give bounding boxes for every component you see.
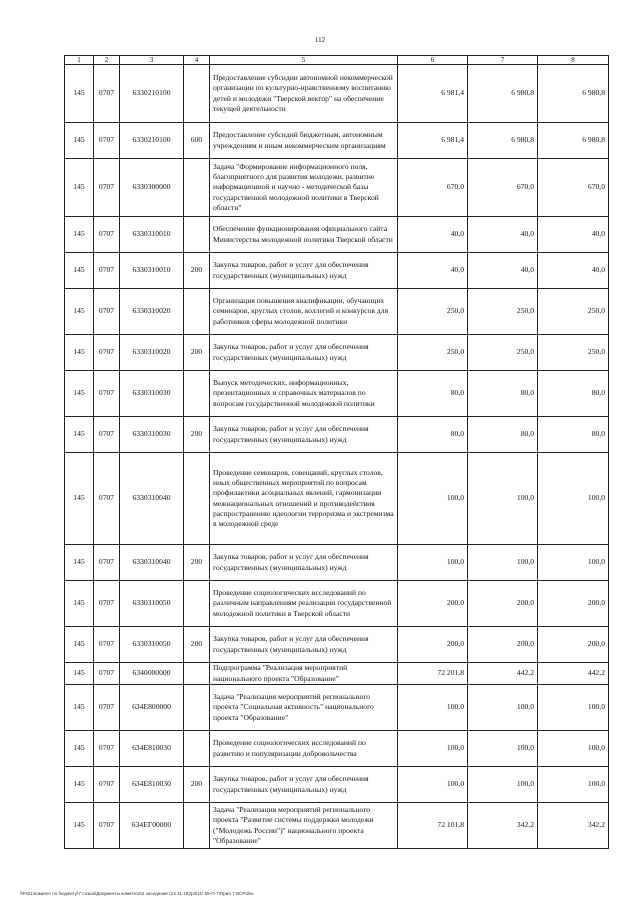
cell-amount-year2: 6 980,8 — [468, 123, 538, 159]
table-row — [65, 159, 609, 217]
cell-amount-year1: 100,0 — [398, 453, 468, 545]
table-row — [65, 685, 609, 731]
cell-section-code: 0707 — [94, 371, 120, 417]
table-row — [65, 453, 609, 545]
header-col-7: 7 — [468, 56, 538, 65]
cell-expense-type: 200 — [184, 545, 210, 581]
table-row — [65, 803, 609, 849]
cell-section-code: 0707 — [94, 731, 120, 767]
cell-amount-year3: 100,0 — [538, 685, 609, 731]
cell-admin-code: 145 — [65, 335, 94, 371]
cell-amount-year1: 100,0 — [398, 731, 468, 767]
cell-section-code: 0707 — [94, 627, 120, 663]
cell-amount-year2: 250,0 — [468, 335, 538, 371]
cell-expense-type: 200 — [184, 767, 210, 803]
cell-admin-code: 145 — [65, 731, 94, 767]
cell-section-code: 0707 — [94, 767, 120, 803]
table-row — [65, 289, 609, 335]
cell-amount-year3: 100,0 — [538, 545, 609, 581]
cell-admin-code: 145 — [65, 545, 94, 581]
cell-amount-year3: 200,0 — [538, 627, 609, 663]
cell-admin-code: 145 — [65, 627, 94, 663]
cell-section-code: 0707 — [94, 335, 120, 371]
cell-target-article: 6330310030 — [120, 371, 184, 417]
cell-expense-type — [184, 581, 210, 627]
cell-amount-year2: 40,0 — [468, 217, 538, 253]
header-col-8: 8 — [538, 56, 609, 65]
cell-section-code: 0707 — [94, 545, 120, 581]
cell-amount-year3: 100,0 — [538, 453, 609, 545]
cell-expense-type — [184, 65, 210, 123]
table-row — [65, 417, 609, 453]
cell-admin-code: 145 — [65, 123, 94, 159]
cell-amount-year2: 80,0 — [468, 417, 538, 453]
cell-target-article: 6330310020 — [120, 289, 184, 335]
cell-target-article: 634E800000 — [120, 685, 184, 731]
cell-admin-code: 145 — [65, 803, 94, 849]
cell-amount-year3: 6 980,8 — [538, 123, 609, 159]
header-col-1: 1 — [65, 56, 94, 65]
cell-target-article: 6330310040 — [120, 453, 184, 545]
cell-amount-year3: 80,0 — [538, 371, 609, 417]
table-row — [65, 65, 609, 123]
file-path-footer: \\Fs01\комитет по бюджету\7 созыв\Документы комитета\2 заседание (12.11.19)\pril11\ 65-П-7\Прил 7 ВСР.xlsx — [20, 891, 254, 896]
cell-section-code: 0707 — [94, 581, 120, 627]
cell-amount-year1: 72 201,8 — [398, 663, 468, 685]
cell-target-article: 6330310030 — [120, 417, 184, 453]
cell-description: Закупка товаров, работ и услуг для обеспечения государственных (муниципальных) нужд — [210, 545, 398, 581]
cell-description: Проведение социологических исследований по развитию и популяризации добровольчества — [210, 731, 398, 767]
cell-description: Организация повышения квалификации, обучающих семинаров, круглых столов, коллегий и конкурсов для работников сферы молодежной политики — [210, 289, 398, 335]
cell-expense-type — [184, 371, 210, 417]
cell-target-article: 6330310010 — [120, 253, 184, 289]
table-row — [65, 731, 609, 767]
cell-section-code: 0707 — [94, 253, 120, 289]
cell-amount-year1: 250,0 — [398, 335, 468, 371]
cell-admin-code: 145 — [65, 371, 94, 417]
cell-section-code: 0707 — [94, 663, 120, 685]
table-row — [65, 581, 609, 627]
cell-description: Подпрограмма "Реализация мероприятий национального проекта "Образование" — [210, 663, 398, 685]
cell-amount-year2: 250,0 — [468, 289, 538, 335]
cell-amount-year1: 6 981,4 — [398, 123, 468, 159]
cell-amount-year2: 342,2 — [468, 803, 538, 849]
cell-amount-year3: 40,0 — [538, 253, 609, 289]
cell-expense-type: 600 — [184, 123, 210, 159]
cell-amount-year1: 40,0 — [398, 217, 468, 253]
cell-amount-year1: 40,0 — [398, 253, 468, 289]
cell-expense-type — [184, 803, 210, 849]
cell-amount-year1: 72 101,8 — [398, 803, 468, 849]
cell-target-article: 6330210100 — [120, 123, 184, 159]
cell-target-article: 6330310040 — [120, 545, 184, 581]
cell-amount-year2: 40,0 — [468, 253, 538, 289]
cell-expense-type: 200 — [184, 253, 210, 289]
page-number: 112 — [314, 36, 326, 44]
cell-admin-code: 145 — [65, 767, 94, 803]
cell-description: Задача "Реализация мероприятий регионального проекта "Социальная активность" национального проекта "Образование" — [210, 685, 398, 731]
header-col-6: 6 — [398, 56, 468, 65]
table-row — [65, 123, 609, 159]
table-row — [65, 663, 609, 685]
cell-description: Проведение социологических исследований по различным направлениям реализации государственной молодежной политики в Тверской области — [210, 581, 398, 627]
cell-description: Выпуск методических, информационных, презентационных и справочных материалов по вопросам государственной молодежной политики — [210, 371, 398, 417]
cell-admin-code: 145 — [65, 417, 94, 453]
cell-section-code: 0707 — [94, 803, 120, 849]
cell-description: Задача "Формирование информационного поля, благоприятного для развития молодежи, развитие информационной и научно - методической базы государственной молодежной политики в Тверской области" — [210, 159, 398, 217]
cell-target-article: 634E810030 — [120, 767, 184, 803]
table-row — [65, 335, 609, 371]
cell-description: Предоставление субсидии автономной некоммерческой организации по культурно-нравственному воспитанию детей и молодежи "Тверской вектор" на обеспечение текущей деятельности — [210, 65, 398, 123]
cell-admin-code: 145 — [65, 453, 94, 545]
header-col-2: 2 — [94, 56, 120, 65]
table-row — [65, 217, 609, 253]
cell-section-code: 0707 — [94, 417, 120, 453]
table-row — [65, 371, 609, 417]
cell-amount-year1: 100,0 — [398, 767, 468, 803]
cell-section-code: 0707 — [94, 217, 120, 253]
cell-admin-code: 145 — [65, 663, 94, 685]
cell-expense-type: 200 — [184, 417, 210, 453]
cell-target-article: 6330310010 — [120, 217, 184, 253]
cell-target-article: 6330300000 — [120, 159, 184, 217]
cell-amount-year3: 100,0 — [538, 731, 609, 767]
cell-target-article: 6330210100 — [120, 65, 184, 123]
cell-section-code: 0707 — [94, 65, 120, 123]
cell-amount-year3: 100,0 — [538, 767, 609, 803]
cell-amount-year1: 100,0 — [398, 545, 468, 581]
cell-amount-year3: 342,2 — [538, 803, 609, 849]
cell-description: Обеспечение функционирования официального сайта Министерства молодежной политики Тверской области — [210, 217, 398, 253]
header-col-3: 3 — [120, 56, 184, 65]
cell-expense-type — [184, 453, 210, 545]
cell-description: Закупка товаров, работ и услуг для обеспечения государственных (муниципальных) нужд — [210, 767, 398, 803]
cell-expense-type — [184, 663, 210, 685]
cell-description: Закупка товаров, работ и услуг для обеспечения государственных (муниципальных) нужд — [210, 335, 398, 371]
cell-amount-year3: 6 980,8 — [538, 65, 609, 123]
cell-expense-type — [184, 159, 210, 217]
cell-description: Закупка товаров, работ и услуг для обеспечения государственных (муниципальных) нужд — [210, 417, 398, 453]
cell-expense-type — [184, 217, 210, 253]
cell-amount-year1: 670,0 — [398, 159, 468, 217]
cell-admin-code: 145 — [65, 289, 94, 335]
cell-amount-year1: 200,0 — [398, 627, 468, 663]
table-row — [65, 545, 609, 581]
cell-expense-type — [184, 289, 210, 335]
cell-amount-year1: 200,0 — [398, 581, 468, 627]
cell-amount-year3: 442,2 — [538, 663, 609, 685]
cell-admin-code: 145 — [65, 65, 94, 123]
cell-target-article: 6340000000 — [120, 663, 184, 685]
cell-amount-year2: 100,0 — [468, 731, 538, 767]
cell-amount-year3: 80,0 — [538, 417, 609, 453]
cell-amount-year2: 100,0 — [468, 685, 538, 731]
cell-amount-year2: 200,0 — [468, 627, 538, 663]
cell-amount-year2: 200,0 — [468, 581, 538, 627]
header-row — [65, 56, 609, 65]
cell-section-code: 0707 — [94, 289, 120, 335]
cell-amount-year3: 250,0 — [538, 289, 609, 335]
cell-target-article: 634ЕГ00000 — [120, 803, 184, 849]
cell-description: Проведение семинаров, совещаний, круглых столов, иных общественных мероприятий по вопросам профилактики асоциальных явлений, гармонизации межнациональных отношений и противодействия распространению идеологии терроризма и экстремизма в молодежной среде — [210, 453, 398, 545]
cell-amount-year2: 442,2 — [468, 663, 538, 685]
cell-admin-code: 145 — [65, 581, 94, 627]
cell-description: Закупка товаров, работ и услуг для обеспечения государственных (муниципальных) нужд — [210, 627, 398, 663]
cell-expense-type: 200 — [184, 335, 210, 371]
cell-section-code: 0707 — [94, 159, 120, 217]
table-row — [65, 627, 609, 663]
cell-target-article: 6330310020 — [120, 335, 184, 371]
cell-admin-code: 145 — [65, 217, 94, 253]
cell-expense-type — [184, 685, 210, 731]
cell-admin-code: 145 — [65, 159, 94, 217]
cell-expense-type — [184, 731, 210, 767]
cell-amount-year2: 670,0 — [468, 159, 538, 217]
cell-amount-year1: 250,0 — [398, 289, 468, 335]
cell-section-code: 0707 — [94, 453, 120, 545]
cell-target-article: 634E810030 — [120, 731, 184, 767]
cell-amount-year2: 100,0 — [468, 545, 538, 581]
cell-amount-year1: 80,0 — [398, 417, 468, 453]
cell-admin-code: 145 — [65, 685, 94, 731]
cell-amount-year3: 250,0 — [538, 335, 609, 371]
cell-amount-year3: 200,0 — [538, 581, 609, 627]
table-row — [65, 253, 609, 289]
cell-amount-year1: 100,0 — [398, 685, 468, 731]
budget-table — [64, 55, 609, 849]
cell-amount-year3: 670,0 — [538, 159, 609, 217]
cell-amount-year3: 40,0 — [538, 217, 609, 253]
cell-description: Закупка товаров, работ и услуг для обеспечения государственных (муниципальных) нужд — [210, 253, 398, 289]
table-row — [65, 767, 609, 803]
cell-expense-type: 200 — [184, 627, 210, 663]
cell-amount-year2: 80,0 — [468, 371, 538, 417]
cell-amount-year2: 100,0 — [468, 767, 538, 803]
cell-amount-year1: 6 981,4 — [398, 65, 468, 123]
cell-description: Предоставление субсидий бюджетным, автономным учреждениям и иным некоммерческим организациям — [210, 123, 398, 159]
cell-admin-code: 145 — [65, 253, 94, 289]
cell-description: Задача "Реализация мероприятий регионального проекта "Развитие системы поддержки молодежи ("Молодежь России")" национального проекта "Образование" — [210, 803, 398, 849]
cell-section-code: 0707 — [94, 685, 120, 731]
header-col-4: 4 — [184, 56, 210, 65]
cell-amount-year1: 80,0 — [398, 371, 468, 417]
cell-target-article: 6330310050 — [120, 581, 184, 627]
cell-section-code: 0707 — [94, 123, 120, 159]
cell-amount-year2: 100,0 — [468, 453, 538, 545]
cell-amount-year2: 6 980,8 — [468, 65, 538, 123]
cell-target-article: 6330310050 — [120, 627, 184, 663]
header-col-5: 5 — [210, 56, 398, 65]
